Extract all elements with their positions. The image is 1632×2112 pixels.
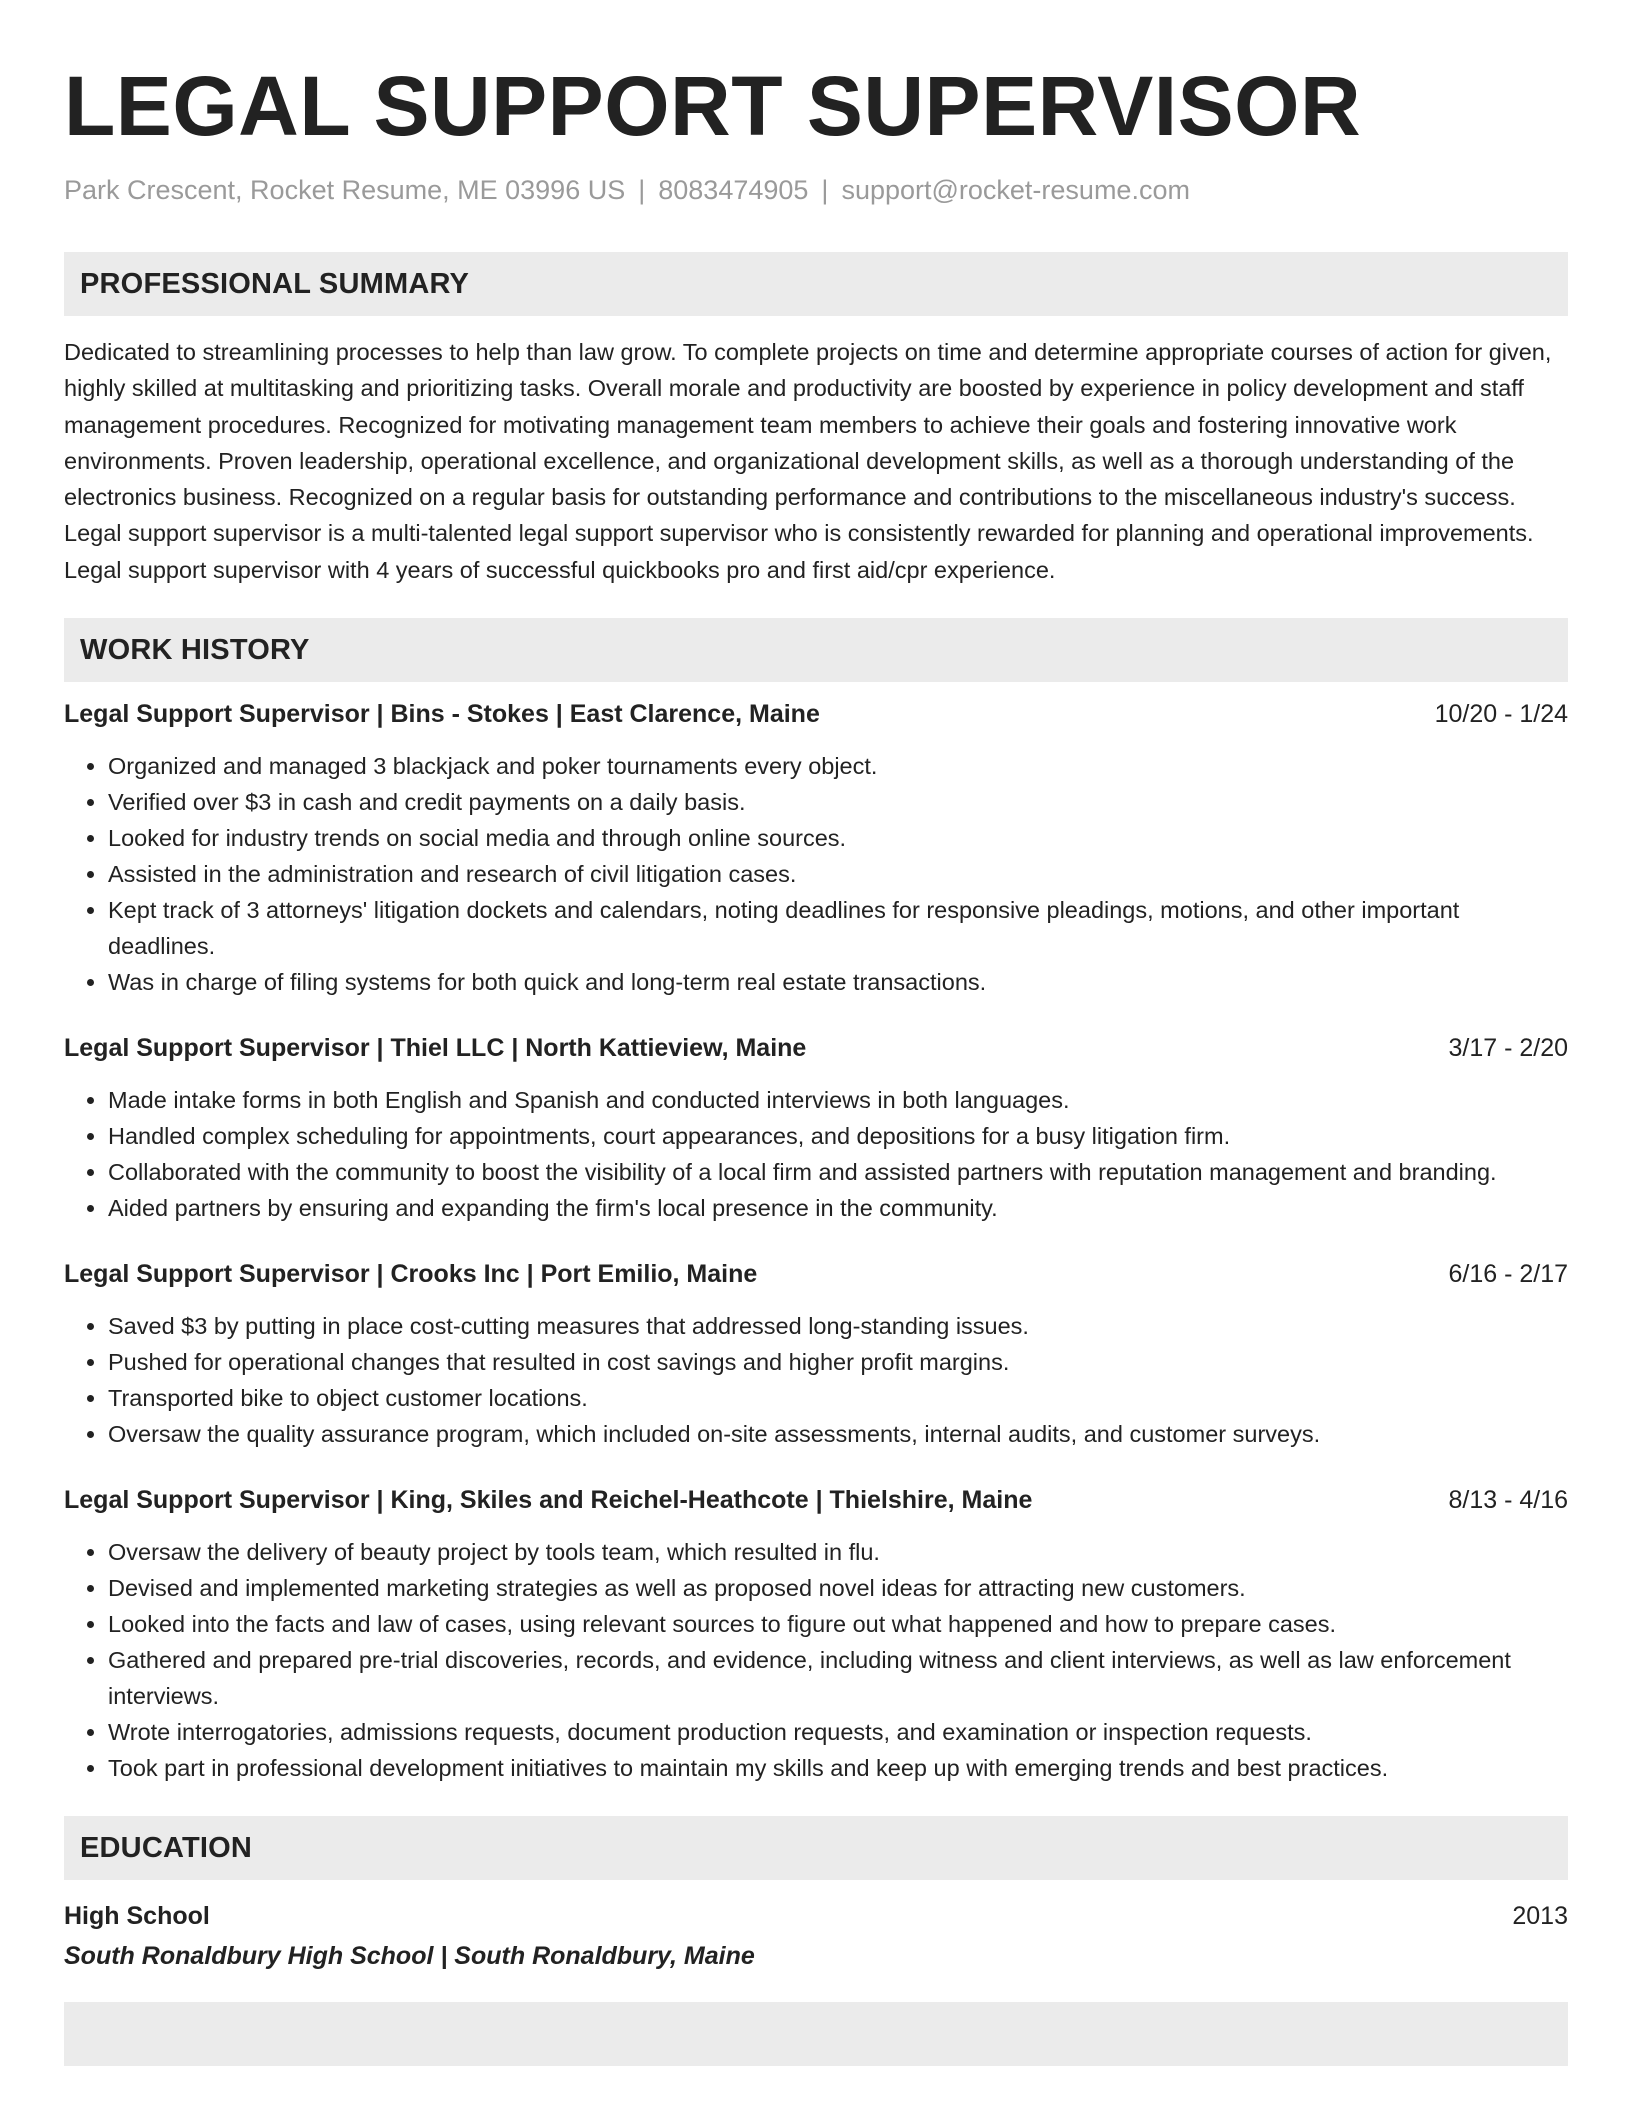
list-item: • Oversaw the delivery of beauty project by tools team, which resulted in flu. — [108, 1534, 1568, 1570]
list-item: • Organized and managed 3 blackjack and poker tournaments every object. — [108, 748, 1568, 784]
contact-email: support@rocket-resume.com — [841, 175, 1190, 205]
list-item: • Took part in professional development initiatives to maintain my skills and keep up with emerging trends and best practices. — [108, 1750, 1568, 1786]
job-title: Legal Support Supervisor | Thiel LLC | North Kattieview, Maine — [64, 1034, 807, 1063]
list-item: • Saved $3 by putting in place cost-cutting measures that addressed long-standing issues. — [108, 1308, 1568, 1344]
education-school: South Ronaldbury High School | South Ronaldbury, Maine — [64, 1942, 755, 1971]
job-title: Legal Support Supervisor | King, Skiles and Reichel-Heathcote | Thielshire, Maine — [64, 1486, 1033, 1515]
job-bullets — [64, 1534, 1568, 1786]
list-item: • Assisted in the administration and research of civil litigation cases. — [108, 856, 1568, 892]
list-item: • Wrote interrogatories, admissions requests, document production requests, and examination or inspection requests. — [108, 1714, 1568, 1750]
job-bullets — [64, 1308, 1568, 1452]
list-item: • Devised and implemented marketing strategies as well as proposed novel ideas for attracting new customers. — [108, 1570, 1568, 1606]
list-item: • Kept track of 3 attorneys' litigation dockets and calendars, noting deadlines for responsive pleadings, motions, and other important deadlines. — [108, 892, 1568, 964]
education-year: 2013 — [1512, 1902, 1568, 1931]
next-section-header — [64, 2002, 1568, 2066]
contact-phone: 8083474905 — [658, 175, 809, 205]
job-title: Legal Support Supervisor | Bins - Stokes | East Clarence, Maine — [64, 700, 820, 729]
job-header — [64, 1030, 1568, 1066]
job-header — [64, 696, 1568, 732]
contact-separator: | — [821, 175, 829, 205]
summary-heading: PROFESSIONAL SUMMARY — [80, 267, 470, 300]
job-entry — [64, 1482, 1568, 1786]
contact-separator: | — [638, 175, 646, 205]
list-item: • Made intake forms in both English and Spanish and conducted interviews in both languages. — [108, 1082, 1568, 1118]
list-item: • Oversaw the quality assurance program, which included on-site assessments, internal audits, and customer surveys. — [108, 1416, 1568, 1452]
list-item: • Looked for industry trends on social media and through online sources. — [108, 820, 1568, 856]
job-bullets — [64, 748, 1568, 1000]
list-item: • Pushed for operational changes that resulted in cost savings and higher profit margins. — [108, 1344, 1568, 1380]
job-entry — [64, 1030, 1568, 1226]
list-item: • Collaborated with the community to boost the visibility of a local firm and assisted partners with reputation management and branding. — [108, 1154, 1568, 1190]
list-item: • Looked into the facts and law of cases, using relevant sources to figure out what happened and how to prepare cases. — [108, 1606, 1568, 1642]
job-entry — [64, 696, 1568, 1000]
work-heading: WORK HISTORY — [80, 633, 310, 666]
education-degree: High School — [64, 1902, 210, 1931]
contact-address: Park Crescent, Rocket Resume, ME 03996 US — [64, 175, 626, 205]
job-title: Legal Support Supervisor | Crooks Inc | Port Emilio, Maine — [64, 1260, 758, 1289]
contact-line — [64, 172, 1568, 208]
job-dates: 6/16 - 2/17 — [1448, 1260, 1568, 1289]
resume-page — [64, 58, 1568, 2066]
list-item: • Handled complex scheduling for appointments, court appearances, and depositions for a busy litigation firm. — [108, 1118, 1568, 1154]
education-header — [64, 1896, 1568, 1936]
list-item: • Gathered and prepared pre-trial discoveries, records, and evidence, including witness and client interviews, as well as law enforcement interviews. — [108, 1642, 1568, 1714]
job-entry — [64, 1256, 1568, 1452]
list-item: • Verified over $3 in cash and credit payments on a daily basis. — [108, 784, 1568, 820]
job-dates: 10/20 - 1/24 — [1434, 700, 1568, 729]
summary-text: Dedicated to streamlining processes to help than law grow. To complete projects on time and determine appropriate courses of action for given, highly skilled at multitasking and prioritizing tasks. Overall morale and productivity are boosted by experience in policy development and staff management procedures. Recognized for motivating management team members to achieve their goals and fostering innovative work environments. Proven leadership, operational excellence, and organizational development skills, as well as a thorough understanding of the electronics business. Recognized on a regular basis for outstanding performance and contributions to the miscellaneous industry's success. Legal support supervisor is a multi-talented legal support supervisor who is consistently rewarded for planning and operational improvements. Legal support supervisor with 4 years of successful quickbooks pro and first aid/cpr experience. — [64, 339, 1552, 583]
list-item: • Transported bike to object customer locations. — [108, 1380, 1568, 1416]
job-header — [64, 1482, 1568, 1518]
job-dates: 3/17 - 2/20 — [1448, 1034, 1568, 1063]
candidate-name: LEGAL SUPPORT SUPERVISOR — [64, 59, 1362, 153]
summary-section-header — [64, 252, 1568, 316]
job-dates: 8/13 - 4/16 — [1448, 1486, 1568, 1515]
education-section-header — [64, 1816, 1568, 1880]
list-item: • Aided partners by ensuring and expanding the firm's local presence in the community. — [108, 1190, 1568, 1226]
education-heading: EDUCATION — [80, 1831, 253, 1864]
job-bullets — [64, 1082, 1568, 1226]
education-entry — [64, 1896, 1568, 1976]
job-header — [64, 1256, 1568, 1292]
work-section-header — [64, 618, 1568, 682]
list-item: • Was in charge of filing systems for both quick and long-term real estate transactions. — [108, 964, 1568, 1000]
